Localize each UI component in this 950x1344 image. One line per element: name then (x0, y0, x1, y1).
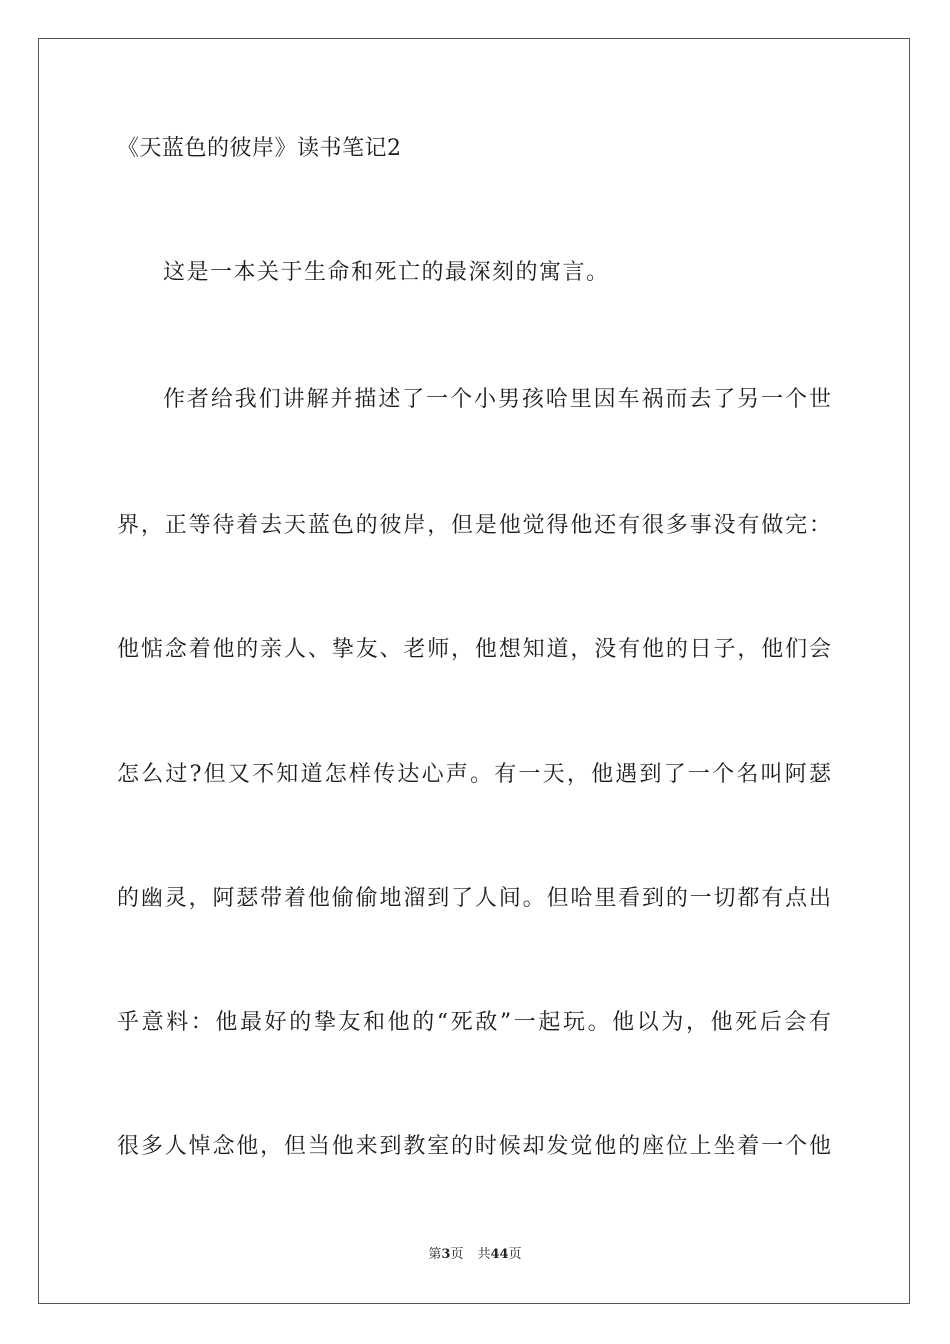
footer-page-prefix: 第 (428, 1247, 442, 1262)
footer-page-suffix: 页 (450, 1247, 464, 1262)
paragraph-line: 很多人悼念他，但当他来到教室的时候却发觉他的座位上坐着一个他 (117, 1134, 831, 1159)
paragraph-line: 他惦念着他的亲人、挚友、老师，他想知道，没有他的日子，他们会 (117, 637, 831, 662)
document-title: 《天蓝色的彼岸》读书笔记2 (117, 136, 402, 161)
paragraph-line: 的幽灵，阿瑟带着他偷偷地溜到了人间。但哈里看到的一切都有点出 (117, 886, 831, 911)
page-footer (0, 1246, 950, 1264)
footer-page-number: 3 (441, 1247, 451, 1262)
paragraph-line: 这是一本关于生命和死亡的最深刻的寓言。 (163, 260, 610, 285)
footer-total-pages: 44 (490, 1247, 509, 1262)
paragraph-line: 怎么过?但又不知道怎样传达心声。有一天，他遇到了一个名叫阿瑟 (117, 762, 831, 787)
paragraph-line: 作者给我们讲解并描述了一个小男孩哈里因车祸而去了另一个世 (163, 387, 831, 412)
footer-total-prefix: 共 (477, 1247, 491, 1262)
paragraph-line: 乎意料：他最好的挚友和他的“死敌”一起玩。他以为，他死后会有 (117, 1010, 831, 1035)
footer-total-suffix: 页 (508, 1247, 522, 1262)
page-border (38, 38, 910, 1304)
paragraph-line: 界，正等待着去天蓝色的彼岸，但是他觉得他还有很多事没有做完： (117, 513, 831, 538)
